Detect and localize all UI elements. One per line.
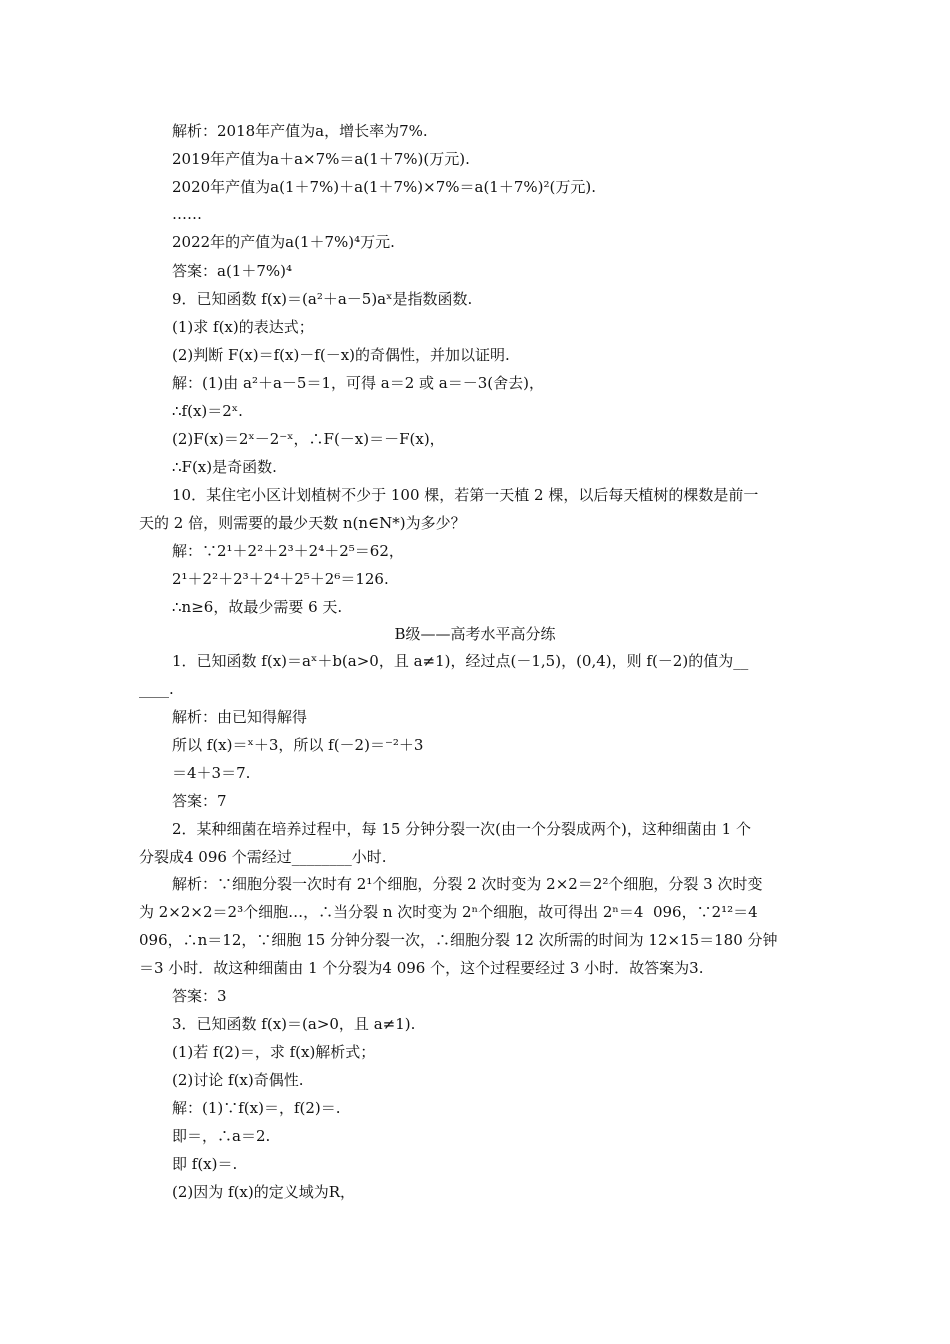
text-line: 2¹＋2²＋2³＋2⁴＋2⁵＋2⁶＝126. [172,570,389,588]
text-line: 为 2×2×2＝2³个细胞…，∴当分裂 n 次时变为 2ⁿ个细胞，故可得出 2ⁿ＝4 096，∵2¹²＝4 [139,903,758,921]
section-heading: B级——高考水平高分练 [394,625,556,643]
text-line: ＝3 小时．故这种细菌由 1 个分裂为4 096 个，这个过程要经过 3 小时．故答案为3. [139,959,704,977]
text-line: (2)讨论 f(x)奇偶性. [172,1071,304,1089]
text-line: 解析：2018年产值为a，增长率为7%. [172,122,428,140]
text-line: 分裂成4 096 个需经过________小时. [139,848,387,866]
text-line: …… [172,205,202,223]
text-line: (1)若 f(2)＝，求 f(x)解析式； [172,1043,376,1061]
question-9: 9．已知函数 f(x)＝(a²＋a－5)aˣ是指数函数. [172,290,473,308]
text-line: 096，∴n＝12，∵细胞 15 分钟分裂一次，∴细胞分裂 12 次所需的时间为 12×15＝180 分钟 [139,931,778,949]
text-line: 即 f(x)＝. [172,1155,238,1173]
text-line: 答案：a(1＋7%)⁴ [172,262,293,280]
text-line: ____. [139,680,174,698]
question-b1: 1．已知函数 f(x)＝aˣ＋b(a>0，且 a≠1)，经过点(－1,5)，(0,4)，则 f(－2)的值为__ [172,652,749,670]
question-b3: 3．已知函数 f(x)＝(a>0，且 a≠1). [172,1015,416,1033]
question-b2: 2．某种细菌在培养过程中，每 15 分钟分裂一次(由一个分裂成两个)，这种细菌由 1 个 [172,820,751,838]
text-line: 答案：7 [172,792,227,810]
text-line: 解：∵2¹＋2²＋2³＋2⁴＋2⁵＝62， [172,542,404,560]
text-line: (1)求 f(x)的表达式； [172,318,314,336]
text-line: ∴F(x)是奇函数. [172,458,277,476]
text-line: 解析：∵细胞分裂一次时有 2¹个细胞，分裂 2 次时变为 2×2＝2²个细胞，分裂 3 次时变 [172,875,763,893]
text-line: 2020年产值为a(1＋7%)＋a(1＋7%)×7%＝a(1＋7%)²(万元). [172,178,596,196]
text-line: 天的 2 倍，则需要的最少天数 n(n∈N*)为多少？ [139,514,466,532]
text-line: 所以 f(x)＝ˣ＋3，所以 f(－2)＝⁻²＋3 [172,736,424,754]
text-line: ＝4＋3＝7. [172,764,251,782]
text-line: (2)因为 f(x)的定义域为R， [172,1183,356,1201]
text-line: ∴f(x)＝2ˣ. [172,402,243,420]
text-line: (2)F(x)＝2ˣ－2⁻ˣ，∴F(－x)＝－F(x)， [172,430,445,448]
text-line: 2022年的产值为a(1＋7%)⁴万元. [172,233,395,251]
text-line: 解析：由已知得解得 [172,708,308,726]
question-10: 10．某住宅小区计划植树不少于 100 棵，若第一天植 2 棵，以后每天植树的棵数是前一 [172,486,759,504]
text-line: 答案：3 [172,987,227,1005]
text-line: ∴n≥6，故最少需要 6 天. [172,598,343,616]
text-line: 2019年产值为a＋a×7%＝a(1＋7%)(万元). [172,150,470,168]
text-line: 解：(1)∵f(x)＝，f(2)＝. [172,1099,341,1117]
text-line: 解：(1)由 a²＋a－5＝1，可得 a＝2 或 a＝－3(舍去)， [172,374,544,392]
text-line: 即＝，∴a＝2. [172,1127,271,1145]
text-line: (2)判断 F(x)＝f(x)－f(－x)的奇偶性，并加以证明. [172,346,510,364]
